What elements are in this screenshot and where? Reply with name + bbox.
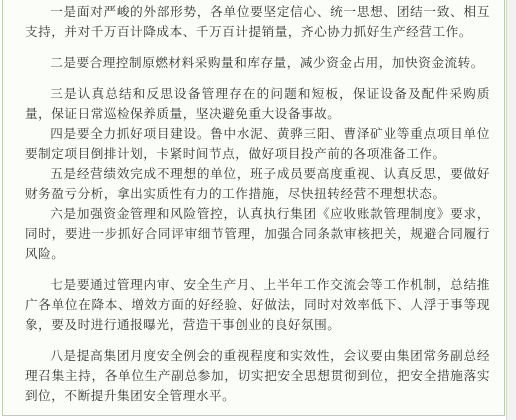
paragraph-2: 二是要合理控制原燃材料采购量和库存量，减少资金占用，加快资金流转。 [50, 55, 484, 70]
article-frame [2, 0, 505, 416]
paragraph-5: 五是经营绩效完成不理想的单位，班子成员要高度重视、认真反思，要做好财务盈亏分析，拿出实质性有力的工作措施，尽快扭转经营不理想状态。 [25, 166, 490, 201]
paragraph-7: 七是要通过管理内审、安全生产月、上半年工作交流会等工作机制，总结推广各单位在降本、增效方面的好经验、好做法，同时对效率低下、人浮于事等现象，要及时进行通报曝光，营造干事创业的良好氛围。 [25, 277, 490, 332]
paragraph-4: 四是要全力抓好项目建设。鲁中水泥、黄骅三阳、曹泽矿业等重点项目单位要制定项目倒排计划，卡紧时间节点，做好项目投产前的各项准备工作。 [25, 126, 490, 161]
paragraph-gap [25, 42, 490, 53]
paragraph-1: 一是面对严峻的外部形势，各单位要坚定信心、统一思想、团结一致、相互支持，并对千万百计降成本、千万百计提销量，齐心协力抓好生产经营工作。 [25, 4, 490, 39]
paragraph-gap [25, 73, 490, 84]
article-body [25, 2, 490, 406]
paragraph-gap [25, 335, 490, 346]
paragraph-6: 六是加强资金管理和风险管控，认真执行集团《应收账款管理制度》要求，同时，要进一步抓好合同评审细节管理，加强合同条款审核把关，规避合同履行风险。 [25, 206, 490, 261]
paragraph-gap [25, 264, 490, 275]
vertical-scrollbar[interactable] [506, 0, 516, 420]
paragraph-3: 三是认真总结和反思设备管理存在的问题和短板，保证设备及配件采购质量，保证日常巡检保养质量，坚决避免重大设备事故。 [25, 86, 490, 121]
paragraph-8: 八是提高集团月度安全例会的重视程度和实效性，会议要由集团常务副总经理召集主持，各单位生产副总参加，切实把安全思想贯彻到位，把安全措施落实到位，不断提升集团安全管理水平。 [25, 348, 490, 403]
